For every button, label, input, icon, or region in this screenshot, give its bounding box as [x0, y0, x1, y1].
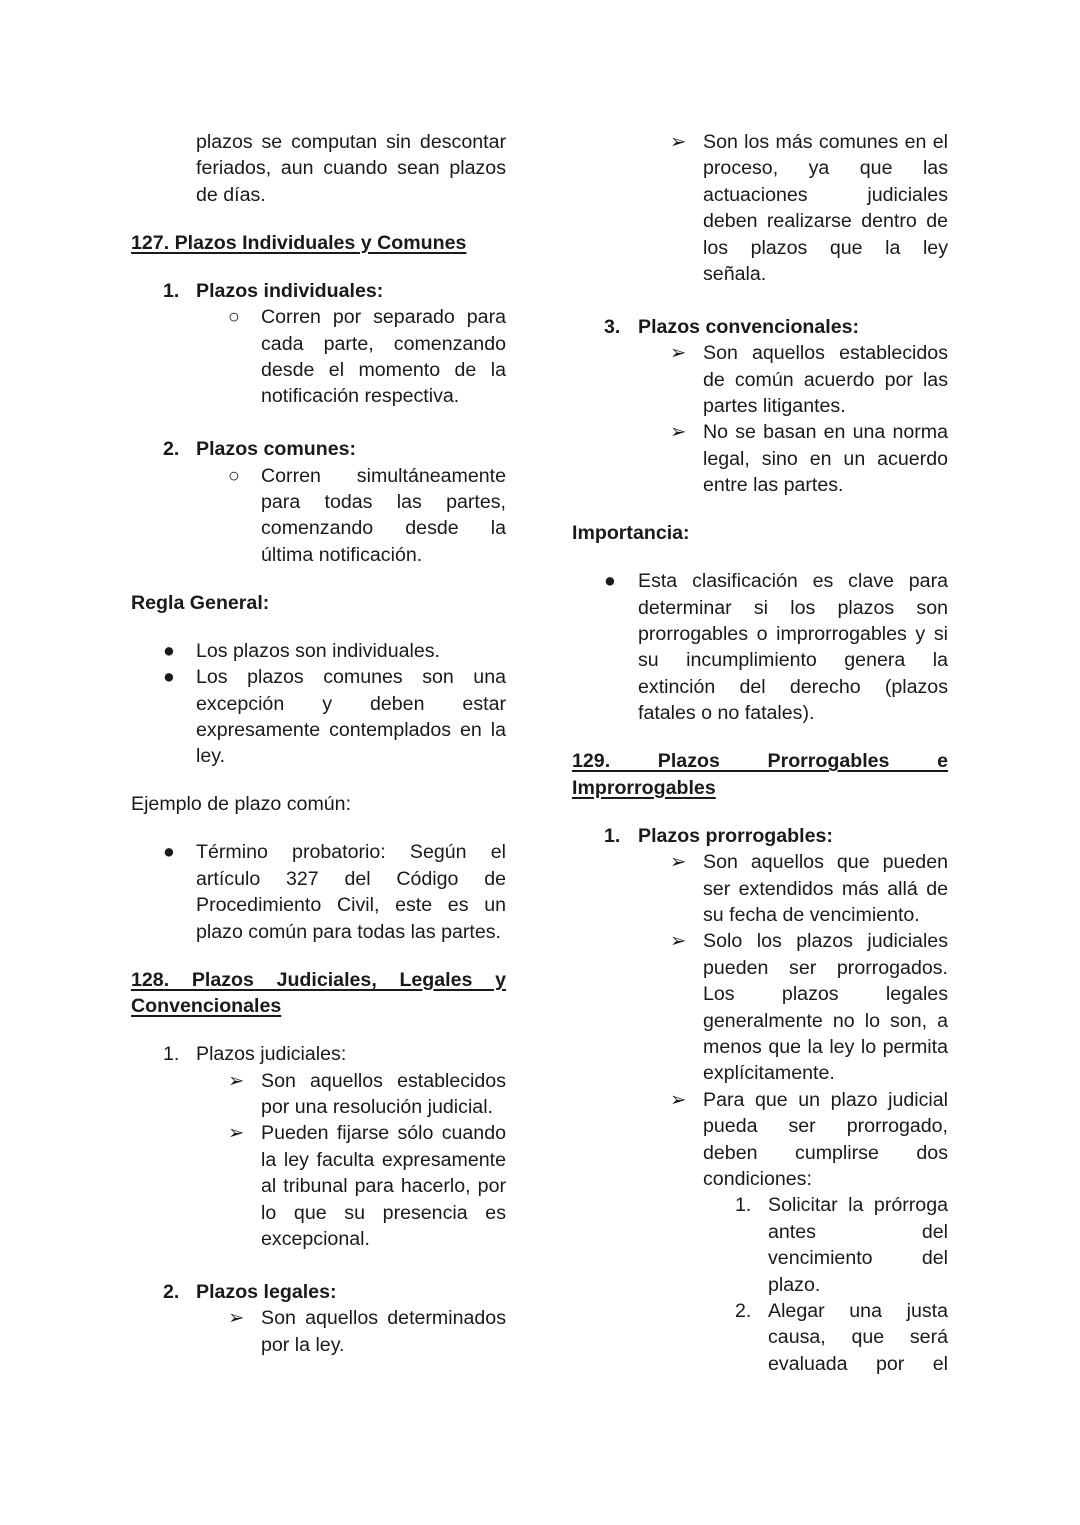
list-number: 1. [735, 1194, 752, 1217]
bullet-text: Los plazos son individuales. [196, 639, 440, 662]
arrow-bullet-icon: ➢ [228, 1122, 245, 1145]
list-item-plazos-judiciales [131, 1041, 506, 1067]
list-item-plazos-individuales [131, 278, 506, 304]
item-title: Plazos convencionales: [638, 315, 860, 338]
section-128-heading: 128. Plazos Judiciales, Legales y Convencionales [131, 968, 506, 1018]
list-item-plazos-comunes [131, 436, 506, 462]
hollow-circle-bullet-icon: ○ [228, 306, 240, 329]
list-item-plazos-convencionales [572, 314, 948, 340]
arrow-bullet-item [572, 849, 948, 928]
bullet-text: Pueden fijarse sólo cuando la ley faculta expresamente al tribunal para hacerlo, por lo que su presencia es excepcional. [261, 1122, 506, 1250]
section-127-heading: 127. Plazos Individuales y Comunes [131, 231, 467, 254]
arrow-bullet-item [131, 1068, 506, 1121]
continuation-paragraph: plazos se computan sin descontar feriados, aun cuando sean plazos de días. [196, 131, 506, 206]
condition-item [572, 1298, 948, 1377]
bullet-text: Esta clasificación es clave para determinar si los plazos son prorrogables o improrrogables y si su incumplimiento genera la extinción del derecho (plazos fatales o no fatales). [638, 570, 948, 725]
arrow-bullet-item [572, 1087, 948, 1193]
ejemplo-label: Ejemplo de plazo común: [131, 793, 352, 816]
bullet-text: Para que un plazo judicial pueda ser prorrogado, deben cumplirse dos condiciones: [703, 1088, 948, 1190]
arrow-bullet-icon: ➢ [670, 131, 687, 153]
bullet-text: Son aquellos que pueden ser extendidos más allá de su fecha de vencimiento. [703, 851, 948, 926]
regla-general-label: Regla General: [131, 591, 270, 614]
left-column [131, 129, 506, 1358]
arrow-bullet-icon: ➢ [228, 1069, 245, 1092]
filled-bullet-icon: ● [163, 666, 175, 689]
condition-text: Solicitar la prórroga antes del vencimiento del plazo. [768, 1194, 948, 1296]
condition-item [572, 1192, 948, 1298]
importancia-label: Importancia: [572, 522, 690, 545]
item-title: Plazos judiciales: [196, 1043, 347, 1066]
bullet-text: Son aquellos establecidos de común acuerdo por las partes litigantes. [703, 342, 948, 418]
bullet-text: Son aquellos establecidos por una resolución judicial. [261, 1069, 506, 1118]
arrow-bullet-icon: ➢ [670, 421, 687, 444]
list-item-plazos-prorrogables [572, 823, 948, 849]
arrow-bullet-item [131, 1120, 506, 1252]
arrow-bullet-icon: ➢ [670, 930, 687, 953]
bullet-text: Son aquellos determinados por la ley. [261, 1307, 506, 1356]
bullet-text: Término probatorio: Según el artículo 327 del Código de Procedimiento Civil, este es un plazo común para todas las partes. [196, 841, 506, 943]
arrow-bullet-item [572, 340, 948, 419]
list-number: 2. [735, 1300, 752, 1323]
bullet-text: Solo los plazos judiciales pueden ser prorrogados. Los plazos legales generalmente no lo son, a menos que la ley lo permita explícitamente. [703, 930, 948, 1085]
arrow-bullet-item [572, 419, 948, 498]
list-item-plazos-legales [131, 1279, 506, 1305]
bullet-text: Corren por separado para cada parte, comenzando desde el momento de la notificación respectiva. [261, 306, 506, 408]
bullet-item [131, 839, 506, 945]
arrow-bullet-item [572, 928, 948, 1086]
list-number: 3. [604, 315, 621, 338]
list-number: 2. [163, 438, 180, 461]
list-number: 2. [163, 1280, 180, 1303]
arrow-bullet-icon: ➢ [228, 1307, 245, 1330]
bullet-text: No se basan en una norma legal, sino en un acuerdo entre las partes. [703, 421, 948, 497]
bullet-item [572, 568, 948, 726]
sub-bullet [131, 304, 506, 410]
arrow-bullet-icon: ➢ [670, 342, 687, 365]
bullet-text: Corren simultáneamente para todas las partes, comenzando desde la última notificación. [261, 464, 506, 566]
filled-bullet-icon: ● [163, 639, 175, 662]
arrow-bullet-icon: ➢ [670, 851, 687, 874]
bullet-item [131, 638, 506, 664]
filled-bullet-icon: ● [163, 841, 175, 864]
filled-bullet-icon: ● [604, 570, 616, 593]
hollow-circle-bullet-icon: ○ [228, 464, 240, 487]
condition-text: Alegar una justa causa, que será evaluada por el [768, 1300, 948, 1375]
section-129-heading: 129. Plazos Prorrogables e Improrrogables [572, 750, 948, 799]
item-title: Plazos prorrogables: [638, 824, 833, 847]
bullet-text: Son los más comunes en el proceso, ya que las actuaciones judiciales deben realizarse dentro de los plazos que la ley señala. [703, 131, 948, 286]
arrow-bullet-item [572, 129, 948, 287]
arrow-bullet-icon: ➢ [670, 1088, 687, 1111]
list-number: 1. [163, 1043, 180, 1066]
list-number: 1. [163, 279, 180, 302]
item-title: Plazos comunes: [196, 438, 357, 461]
arrow-bullet-item [131, 1305, 506, 1358]
list-number: 1. [604, 824, 621, 847]
item-title: Plazos legales: [196, 1280, 337, 1303]
right-column [572, 129, 948, 1377]
sub-bullet [131, 463, 506, 569]
item-title: Plazos individuales: [196, 279, 384, 302]
bullet-text: Los plazos comunes son una excepción y deben estar expresamente contemplados en la ley. [196, 666, 506, 768]
bullet-item [131, 664, 506, 770]
